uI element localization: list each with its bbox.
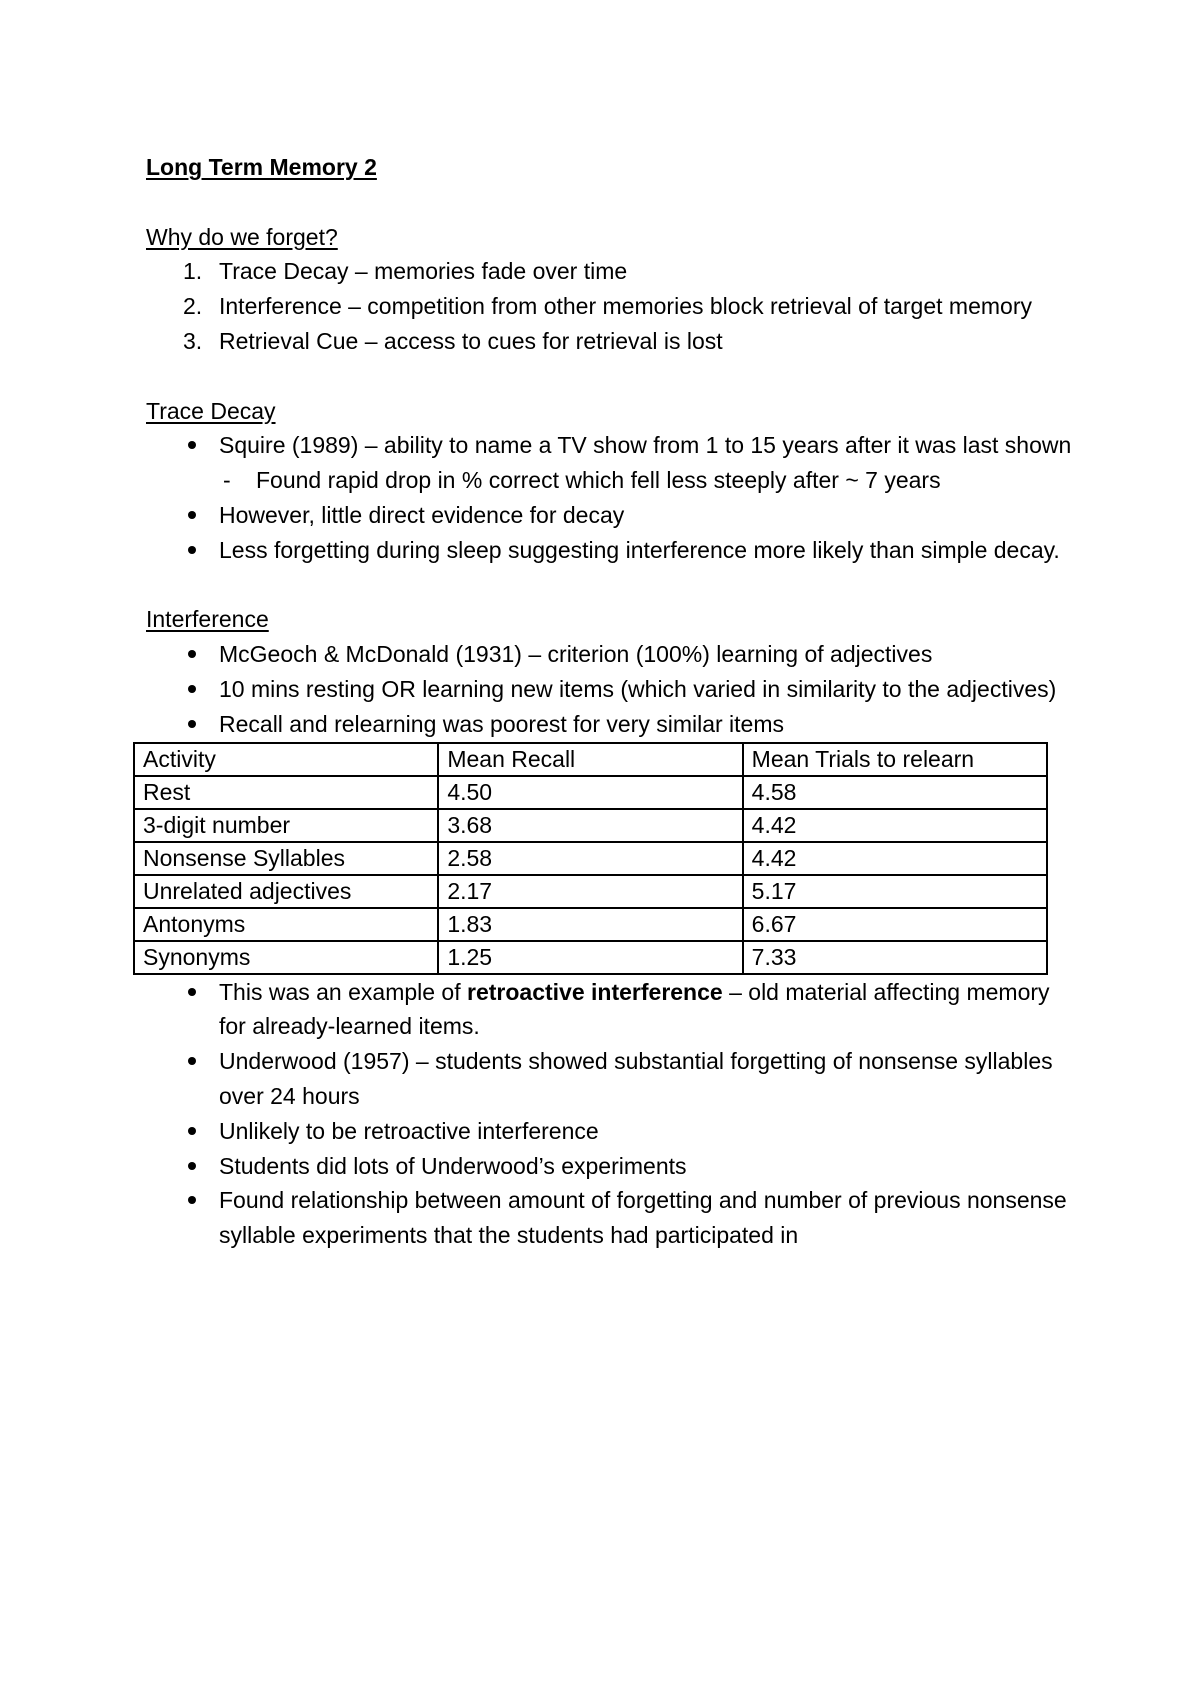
bullet-text: Less forgetting during sleep suggesting interference more likely than simple decay. [219, 536, 1060, 563]
sub-item [146, 463, 1076, 498]
table-row [134, 842, 1047, 875]
bold-term: retroactive interference [467, 978, 723, 1005]
bullet-icon [188, 720, 196, 728]
spacer [146, 568, 1076, 603]
bullet-item [146, 1114, 1076, 1149]
dash-marker: - [223, 467, 231, 494]
bullet-item [146, 707, 1076, 742]
bullet-item [146, 428, 1076, 463]
bullet-item [146, 498, 1076, 533]
trace-decay-list [146, 428, 1076, 463]
bullet-text: Found relationship between amount of forgetting and number of previous nonsense syllable experiments that the students had participated in [219, 1187, 1067, 1249]
bullet-item [146, 672, 1076, 707]
table-cell: 6.67 [743, 908, 1047, 941]
bullet-text: Underwood (1957) – students showed substantial forgetting of nonsense syllables over 24 hours [219, 1048, 1053, 1109]
table-cell: 4.42 [743, 809, 1047, 842]
bullet-icon [188, 1196, 196, 1204]
table-cell: Synonyms [134, 941, 438, 974]
bullet-item [146, 1149, 1076, 1184]
table-cell: 3-digit number [134, 809, 438, 842]
document-body [143, 150, 1076, 1253]
bullet-icon [188, 988, 196, 996]
table-cell: Rest [134, 776, 438, 809]
trace-decay-heading: Trace Decay [146, 397, 276, 424]
table-cell: 5.17 [743, 875, 1047, 908]
sub-item-text: Found rapid drop in % correct which fell less steeply after ~ 7 years [256, 467, 941, 494]
bullet-text: However, little direct evidence for decay [219, 501, 625, 528]
table-cell: Nonsense Syllables [134, 842, 438, 875]
bullet-text: 10 mins resting OR learning new items (which varied in similarity to the adjectives) [219, 675, 1057, 702]
bullet-icon [188, 546, 196, 554]
table-cell: Unrelated adjectives [134, 875, 438, 908]
item-number: 1. [183, 258, 203, 285]
trace-decay-list-continued [146, 498, 1076, 568]
item-text: Trace Decay – memories fade over time [219, 258, 628, 285]
table-header-cell: Mean Recall [438, 743, 742, 776]
bullet-text: Unlikely to be retroactive interference [219, 1117, 599, 1144]
numbered-item [146, 289, 1076, 324]
bullet-item [146, 533, 1076, 568]
item-text: Interference – competition from other memories block retrieval of target memory [219, 293, 1032, 320]
bullet-text: McGeoch & McDonald (1931) – criterion (100%) learning of adjectives [219, 641, 933, 668]
results-table [133, 742, 1048, 975]
bullet-text-before: This was an example of [219, 978, 468, 1005]
table-row [134, 776, 1047, 809]
interference-list [146, 637, 1076, 741]
bullet-icon [188, 685, 196, 693]
table-row [134, 941, 1047, 974]
bullet-item [146, 1183, 1076, 1253]
bullet-text-after: – old material affecting memory for already-learned items. [219, 978, 1050, 1040]
table-cell: 2.58 [438, 842, 742, 875]
table-row [134, 809, 1047, 842]
item-text: Retrieval Cue – access to cues for retrieval is lost [219, 327, 723, 354]
spacer [146, 185, 1076, 220]
bullet-icon [188, 1057, 196, 1065]
bullet-icon [188, 441, 196, 449]
bullet-text: Students did lots of Underwood’s experiments [219, 1152, 687, 1179]
item-number: 2. [183, 293, 203, 320]
bullet-text: Squire (1989) – ability to name a TV show from 1 to 15 years after it was last shown [219, 432, 1072, 459]
bullet-icon [188, 1162, 196, 1170]
table-cell: Antonyms [134, 908, 438, 941]
table-cell: 7.33 [743, 941, 1047, 974]
item-number: 3. [183, 327, 203, 354]
bullet-item [146, 975, 1076, 1045]
table-row [134, 908, 1047, 941]
table-cell: 1.25 [438, 941, 742, 974]
table-cell: 4.42 [743, 842, 1047, 875]
table-row [134, 875, 1047, 908]
bullet-item [146, 637, 1076, 672]
table-cell: 1.83 [438, 908, 742, 941]
bullet-icon [188, 511, 196, 519]
table-cell: 4.58 [743, 776, 1047, 809]
document-title: Long Term Memory 2 [146, 154, 377, 180]
spacer [146, 359, 1076, 394]
why-forget-heading: Why do we forget? [146, 223, 338, 250]
bullet-item [146, 1044, 1076, 1114]
table-header-cell: Activity [134, 743, 438, 776]
table-cell: 2.17 [438, 875, 742, 908]
interference-list-after-table [146, 975, 1076, 1253]
bullet-icon [188, 1127, 196, 1135]
table-header-row [134, 743, 1047, 776]
interference-heading: Interference [146, 606, 269, 633]
numbered-item [146, 254, 1076, 289]
table-cell: 4.50 [438, 776, 742, 809]
why-forget-list [146, 254, 1076, 358]
table-cell: 3.68 [438, 809, 742, 842]
table-header-cell: Mean Trials to relearn [743, 743, 1047, 776]
bullet-text: Recall and relearning was poorest for very similar items [219, 710, 784, 737]
bullet-icon [188, 650, 196, 658]
numbered-item [146, 324, 1076, 359]
